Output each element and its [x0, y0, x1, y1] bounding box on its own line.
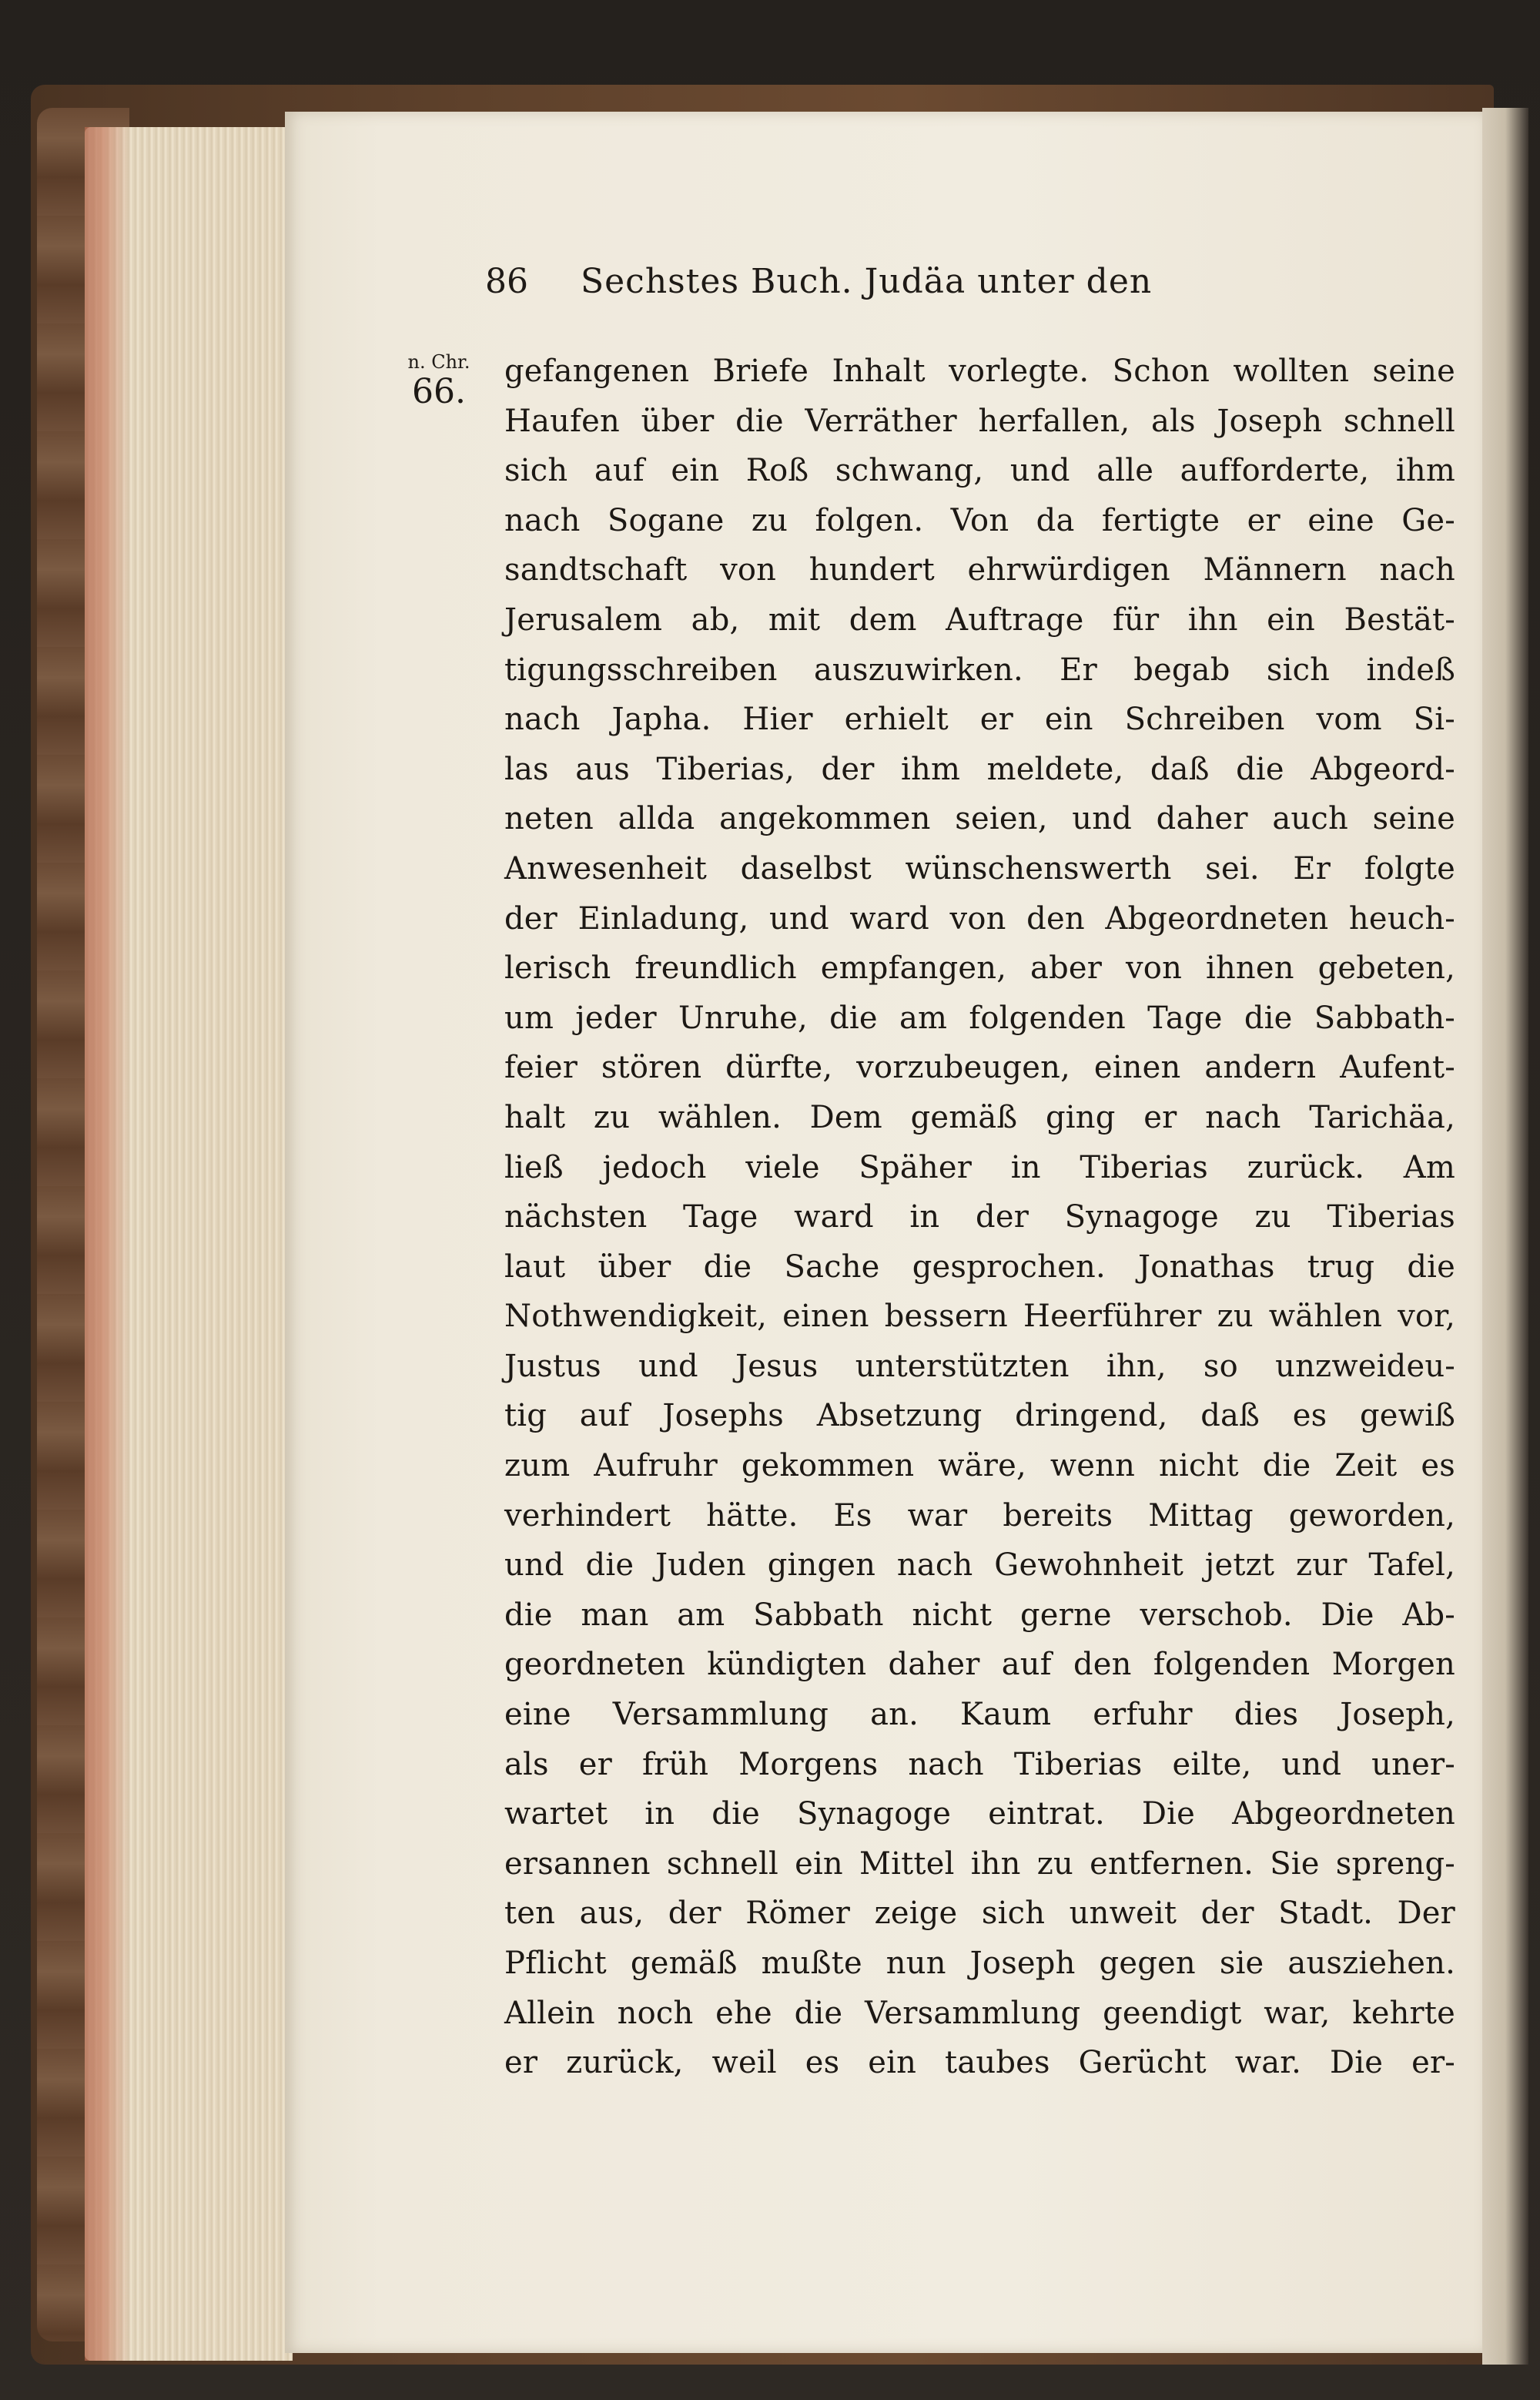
text-line: Allein noch ehe die Versammlung geendigt war, kehrte	[504, 1995, 1455, 2031]
text-line: er zurück, weil es ein taubes Gerücht war. Die er-	[504, 2045, 1455, 2081]
text-line: zum Aufruhr gekommen wäre, wenn nicht die Zeit es	[504, 1448, 1455, 1484]
text-line: feier stören dürfte, vorzubeugen, einen andern Aufent-	[504, 1050, 1455, 1086]
text-line: tig auf Josephs Absetzung dringend, daß es gewiß	[504, 1398, 1455, 1434]
text-line: gefangenen Briefe Inhalt vorlegte. Schon wollten seine	[504, 354, 1455, 389]
text-line: Jerusalem ab, mit dem Auftrage für ihn ein Bestät-	[504, 602, 1455, 638]
text-line: und die Juden gingen nach Gewohnheit jetzt zur Tafel,	[504, 1547, 1455, 1584]
text-line: laut über die Sache gesprochen. Jonathas trug die	[504, 1249, 1455, 1285]
text-line: halt zu wählen. Dem gemäß ging er nach Tarichäa,	[504, 1099, 1455, 1135]
text-line: Anwesenheit daselbst wünschenswerth sei. Er folgte	[504, 850, 1455, 887]
margin-note	[397, 350, 481, 411]
text-line: Justus und Jesus unterstützten ihn, so unzweideu-	[504, 1348, 1455, 1384]
text-line: verhindert hätte. Es war bereits Mittag geworden,	[504, 1497, 1455, 1534]
text-line: Haufen über die Verräther herfallen, als Joseph schnell	[504, 403, 1455, 439]
text-line: sich auf ein Roß schwang, und alle aufforderte, ihm	[504, 453, 1455, 489]
text-line: der Einladung, und ward von den Abgeordneten heuch-	[504, 900, 1455, 937]
running-title: Sechstes Buch. Judäa unter den	[581, 262, 1153, 301]
text-line: Pflicht gemäß mußte nun Joseph gegen sie ausziehen.	[504, 1946, 1455, 1981]
text-line: ließ jedoch viele Späher in Tiberias zurück. Am	[504, 1149, 1455, 1185]
text-line: nach Japha. Hier erhielt er ein Schreiben vom Si-	[504, 702, 1455, 738]
text-line: ten aus, der Römer zeige sich unweit der Stadt. Der	[504, 1896, 1455, 1932]
text-line: ersannen schnell ein Mittel ihn zu entfernen. Sie spreng-	[504, 1845, 1455, 1882]
margin-note-year: 66.	[412, 372, 466, 411]
text-line: nächsten Tage ward in der Synagoge zu Tiberias	[504, 1199, 1455, 1235]
text-line: geordneten kündigten daher auf den folgenden Morgen	[504, 1647, 1455, 1683]
text-line: tigungsschreiben auszuwirken. Er begab sich indeß	[504, 652, 1455, 688]
running-head	[485, 262, 1294, 316]
text-line: um jeder Unruhe, die am folgenden Tage die Sabbath-	[504, 1000, 1455, 1036]
text-line: sandtschaft von hundert ehrwürdigen Männern nach	[504, 552, 1455, 588]
text-line: lerisch freundlich empfangen, aber von ihnen gebeten,	[504, 950, 1455, 987]
body-text	[504, 347, 1455, 2088]
text-line: neten allda angekommen seien, und daher auch seine	[504, 801, 1455, 837]
stacked-page-edges	[85, 127, 293, 2361]
text-line: die man am Sabbath nicht gerne verschob. Die Ab-	[504, 1597, 1455, 1633]
page-right-edge	[1482, 108, 1528, 2365]
text-line: als er früh Morgens nach Tiberias eilte, und uner-	[504, 1746, 1455, 1782]
page-number: 86	[485, 262, 528, 301]
text-line: wartet in die Synagoge eintrat. Die Abgeordneten	[504, 1796, 1455, 1832]
text-line: las aus Tiberias, der ihm meldete, daß die Abgeord-	[504, 751, 1455, 787]
text-line: nach Sogane zu folgen. Von da fertigte er eine Ge-	[504, 502, 1455, 538]
text-line: Nothwendigkeit, einen bessern Heerführer zu wählen vor,	[504, 1299, 1455, 1335]
text-line: eine Versammlung an. Kaum erfuhr dies Joseph,	[504, 1697, 1455, 1733]
margin-note-label: n. Chr.	[407, 351, 470, 373]
